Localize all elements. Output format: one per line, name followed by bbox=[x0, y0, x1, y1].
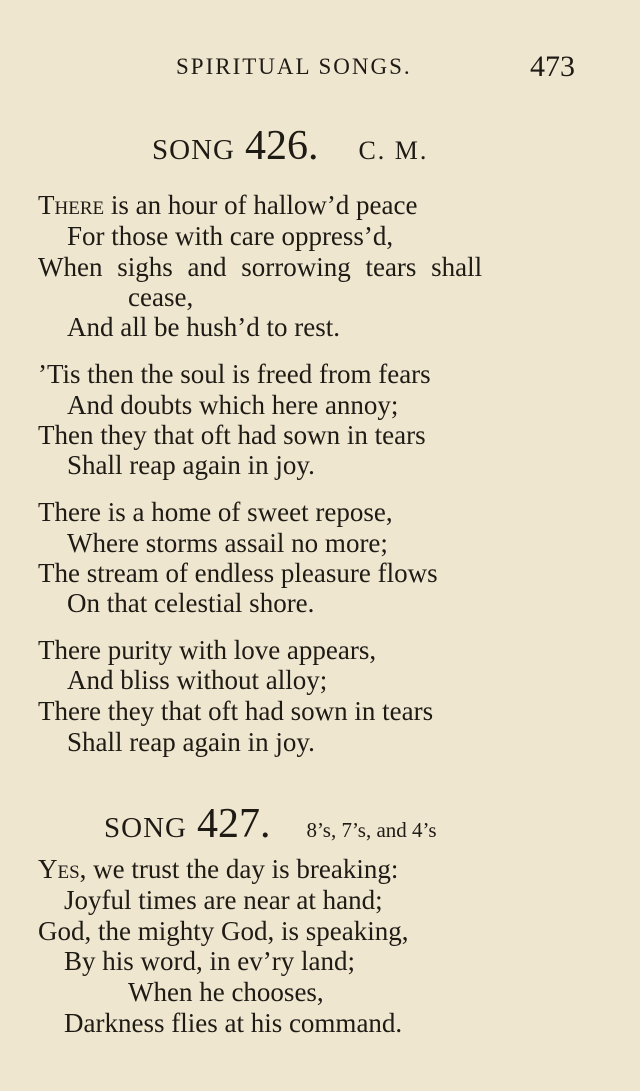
song-label: SONG bbox=[152, 134, 235, 166]
verse-line: For those with care oppress’d, bbox=[67, 221, 394, 251]
verse-line: By his word, in ev’ry land; bbox=[64, 946, 355, 976]
song-427-heading bbox=[104, 800, 437, 848]
line-text: is an hour of hallow’d peace bbox=[104, 190, 418, 220]
verse-line: Where storms assail no more; bbox=[67, 528, 388, 558]
song-number: 426. bbox=[244, 123, 319, 169]
line-text: , we trust the day is breaking: bbox=[79, 854, 399, 884]
song-meter: C. M. bbox=[358, 136, 429, 165]
verse-line: Darkness flies at his command. bbox=[64, 1008, 403, 1038]
verse-line: ’Tis then the soul is freed from fears bbox=[38, 359, 431, 389]
verse-line: And bliss without alloy; bbox=[67, 665, 328, 695]
verse-line bbox=[38, 854, 398, 884]
verse-line: When sighs and sorrowing tears shall bbox=[38, 252, 483, 282]
verse-line: When he chooses, bbox=[128, 977, 324, 1007]
verse-line: Joyful times are near at hand; bbox=[64, 885, 383, 915]
verse-line: Shall reap again in joy. bbox=[67, 450, 315, 480]
page-number: 473 bbox=[530, 50, 575, 83]
song-number: 427. bbox=[196, 801, 271, 847]
song-426-heading bbox=[152, 122, 428, 170]
verse-line bbox=[38, 190, 418, 220]
verse-line: God, the mighty God, is speaking, bbox=[38, 916, 409, 946]
verse-line: There is a home of sweet repose, bbox=[38, 497, 393, 527]
drop-word: There bbox=[38, 190, 105, 220]
verse-line: There they that oft had sown in tears bbox=[38, 696, 434, 726]
verse-line: There purity with love appears, bbox=[38, 635, 377, 665]
verse-line: On that celestial shore. bbox=[67, 588, 315, 618]
drop-word: Yes bbox=[38, 854, 80, 884]
running-head: SPIRITUAL SONGS. bbox=[176, 54, 412, 79]
verse-line: The stream of endless pleasure flows bbox=[38, 558, 438, 588]
verse-line: cease, bbox=[128, 282, 194, 312]
verse-line: Then they that oft had sown in tears bbox=[38, 420, 426, 450]
verse-line: And doubts which here annoy; bbox=[67, 390, 399, 420]
song-label: SONG bbox=[104, 812, 187, 844]
song-meter: 8’s, 7’s, and 4’s bbox=[306, 818, 437, 842]
verse-line: Shall reap again in joy. bbox=[67, 727, 315, 757]
verse-line: And all be hush’d to rest. bbox=[67, 312, 340, 342]
